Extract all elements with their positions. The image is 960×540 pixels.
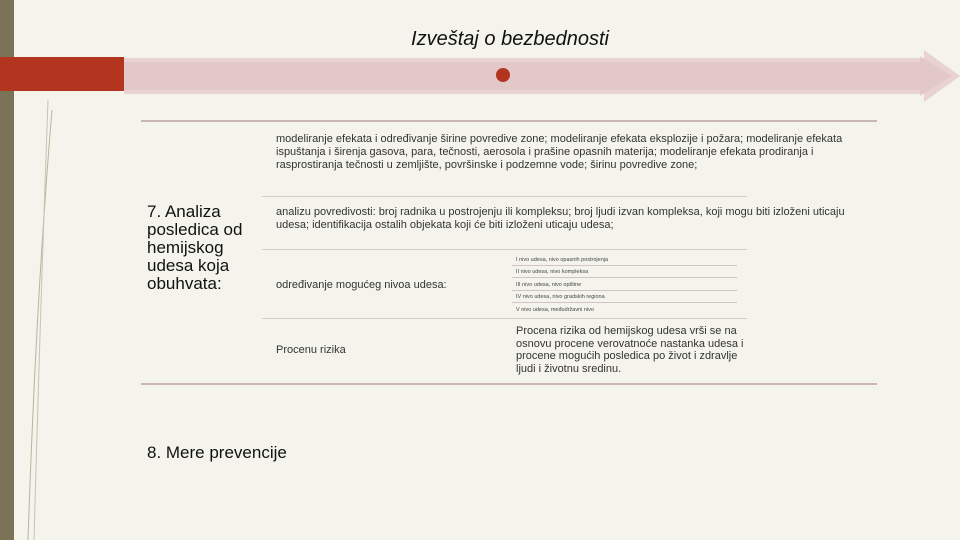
header-arrow xyxy=(124,50,960,102)
accident-level-item: II nivo udesa, nivo kompleksa xyxy=(516,269,589,275)
header-dot xyxy=(496,68,510,82)
level-divider xyxy=(512,290,737,291)
modeling-text: modeliranje efekata i određivanje širine povredive zone; modeliranje efekata eksplozije i požara; modeliranje efekata ispuštanja i širenja gasova, para, tečnosti, aerosola i prašine opasnih materija; modeliranje efekata prodiranja i rasprostiranja tečnosti u zemljište, površinske i podzemne vode; širinu povredive zone; xyxy=(276,133,843,171)
risk-label: Procenu rizika xyxy=(276,344,346,356)
accident-level-item: V nivo udesa, međudržavni nivo xyxy=(516,307,594,313)
page-title: Izveštaj o bezbednosti xyxy=(411,28,609,50)
level-divider xyxy=(512,277,737,278)
accident-level-item: IV nivo udesa, nivo gradskih regiona xyxy=(516,294,605,300)
table-bottom-rule xyxy=(141,383,877,385)
row-divider xyxy=(262,318,747,319)
risk-description: Procena rizika od hemijskog udesa vrši se na osnovu procene verovatnoće nastanka udesa i procene mogućih posledica po život i zdravlje ljudi i životnu sredinu. xyxy=(516,325,744,375)
accident-level-item: III nivo udesa, nivo opštine xyxy=(516,282,582,288)
section-7-heading: 7. Analiza posledica od hemijskog udesa koja obuhvata: xyxy=(147,202,243,293)
section-8-heading: 8. Mere prevencije xyxy=(147,443,287,462)
accident-level-label: određivanje mogućeg nivoa udesa: xyxy=(276,279,447,291)
row-divider xyxy=(262,196,747,197)
level-divider xyxy=(512,265,737,266)
header-red-tab xyxy=(0,57,124,91)
table-top-rule xyxy=(141,120,877,122)
accident-level-item: I nivo udesa, nivo opasnih postrojenja xyxy=(516,257,609,263)
vulnerability-text: analizu povredivosti: broj radnika u postrojenju ili kompleksu; broj ljudi izvan kompleksa, koji mogu biti izloženi uticaju udesa; identifikacija ostalih objekata koji će biti izloženi uticaju udesa; xyxy=(276,206,845,231)
row-divider xyxy=(262,249,747,250)
level-divider xyxy=(512,302,737,303)
